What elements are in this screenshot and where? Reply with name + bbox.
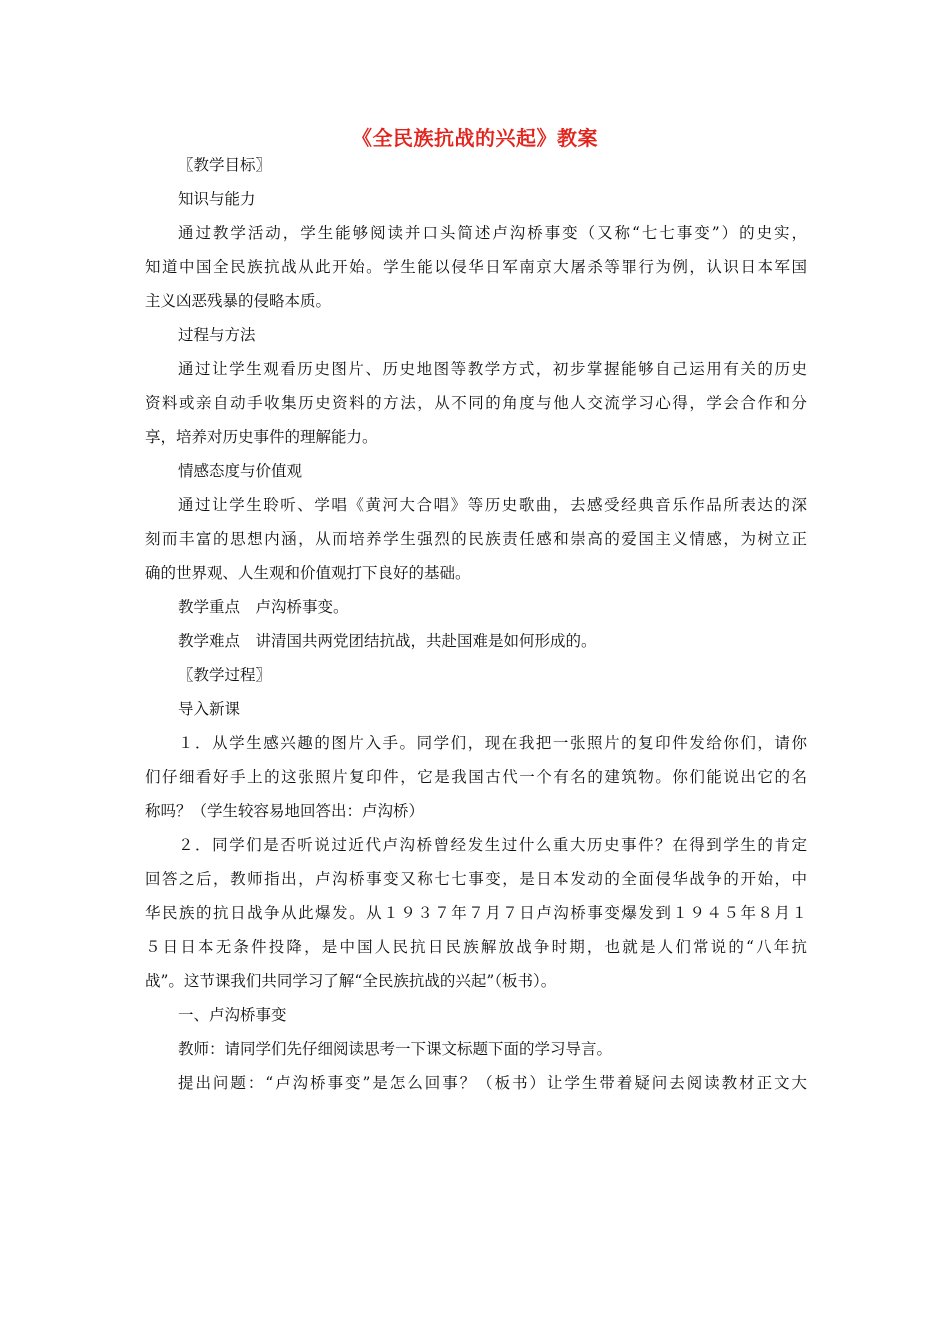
emotion-line: 通过让学生聆听、学唱《黄河大合唱》等历史歌曲，去感受经典音乐作品所表达的深: [178, 496, 807, 514]
teaching-goals-heading: 〖教学目标〗: [178, 156, 272, 174]
intro-item-2-line: ５日日本无条件投降，是中国人民抗日民族解放战争时期，也就是人们常说的“八年抗: [145, 938, 807, 956]
knowledge-line: 通过教学活动，学生能够阅读并口头简述卢沟桥事变（又称“七七事变”）的史实，: [178, 224, 807, 242]
emotion-line: 刻而丰富的思想内涵，从而培养学生强烈的民族责任感和崇高的爱国主义情感，为树立正: [145, 530, 807, 548]
intro-item-2-line: 华民族的抗日战争从此爆发。从１９３７年７月７日卢沟桥事变爆发到１９４５年８月１: [145, 904, 807, 922]
intro-item-2-line: 回答之后，教师指出，卢沟桥事变又称七七事变，是日本发动的全面侵华战争的开始，中: [145, 870, 807, 888]
knowledge-heading: 知识与能力: [178, 190, 256, 208]
document-title: 《全民族抗战的兴起》教案: [352, 126, 598, 150]
teacher-line: 教师：请同学们先仔细阅读思考一下课文标题下面的学习导言。: [178, 1040, 613, 1058]
intro-item-1-line: １．从学生感兴趣的图片入手。同学们，现在我把一张照片的复印件发给你们，请你: [178, 734, 807, 752]
process-line: 享，培养对历史事件的理解能力。: [145, 428, 378, 446]
knowledge-paragraph: [145, 216, 807, 318]
knowledge-line: 知道中国全民族抗战从此开始。学生能以侵华日军南京大屠杀等罪行为例，认识日本军国: [145, 258, 807, 276]
process-heading: 过程与方法: [178, 326, 256, 344]
difficult-point: 教学难点 讲清国共两党团结抗战，共赴国难是如何形成的。: [178, 632, 597, 650]
key-point: 教学重点 卢沟桥事变。: [178, 598, 349, 616]
emotion-line: 确的世界观、人生观和价值观打下良好的基础。: [145, 564, 471, 582]
process-line: 通过让学生观看历史图片、历史地图等教学方式，初步掌握能够自己运用有关的历史: [178, 360, 807, 378]
intro-heading: 导入新课: [178, 700, 241, 718]
intro-item-2: [145, 828, 807, 998]
intro-item-2-line: ２．同学们是否听说过近代卢沟桥曾经发生过什么重大历史事件？在得到学生的肯定: [178, 836, 807, 854]
section-1-heading: 一、卢沟桥事变: [178, 1006, 287, 1024]
emotion-paragraph: [145, 488, 807, 590]
emotion-heading: 情感态度与价值观: [178, 462, 303, 480]
intro-item-1-line: 们仔细看好手上的这张照片复印件，它是我国古代一个有名的建筑物。你们能说出它的名: [145, 768, 807, 786]
knowledge-line: 主义凶恶残暴的侵略本质。: [145, 292, 332, 310]
process-paragraph: [145, 352, 807, 454]
question-line: 提出问题：“卢沟桥事变”是怎么回事？（板书）让学生带着疑问去阅读教材正文大: [178, 1074, 807, 1092]
teaching-process-heading: 〖教学过程〗: [178, 666, 272, 684]
intro-item-2-line: 战”。这节课我们共同学习了解“全民族抗战的兴起”（板书）。: [145, 972, 557, 990]
document-body: [145, 148, 807, 1100]
process-line: 资料或亲自动手收集历史资料的方法，从不同的角度与他人交流学习心得，学会合作和分: [145, 394, 807, 412]
intro-item-1: [145, 726, 807, 828]
intro-item-1-line: 称吗？（学生较容易地回答出：卢沟桥）: [145, 802, 425, 820]
question-paragraph: [145, 1066, 807, 1100]
